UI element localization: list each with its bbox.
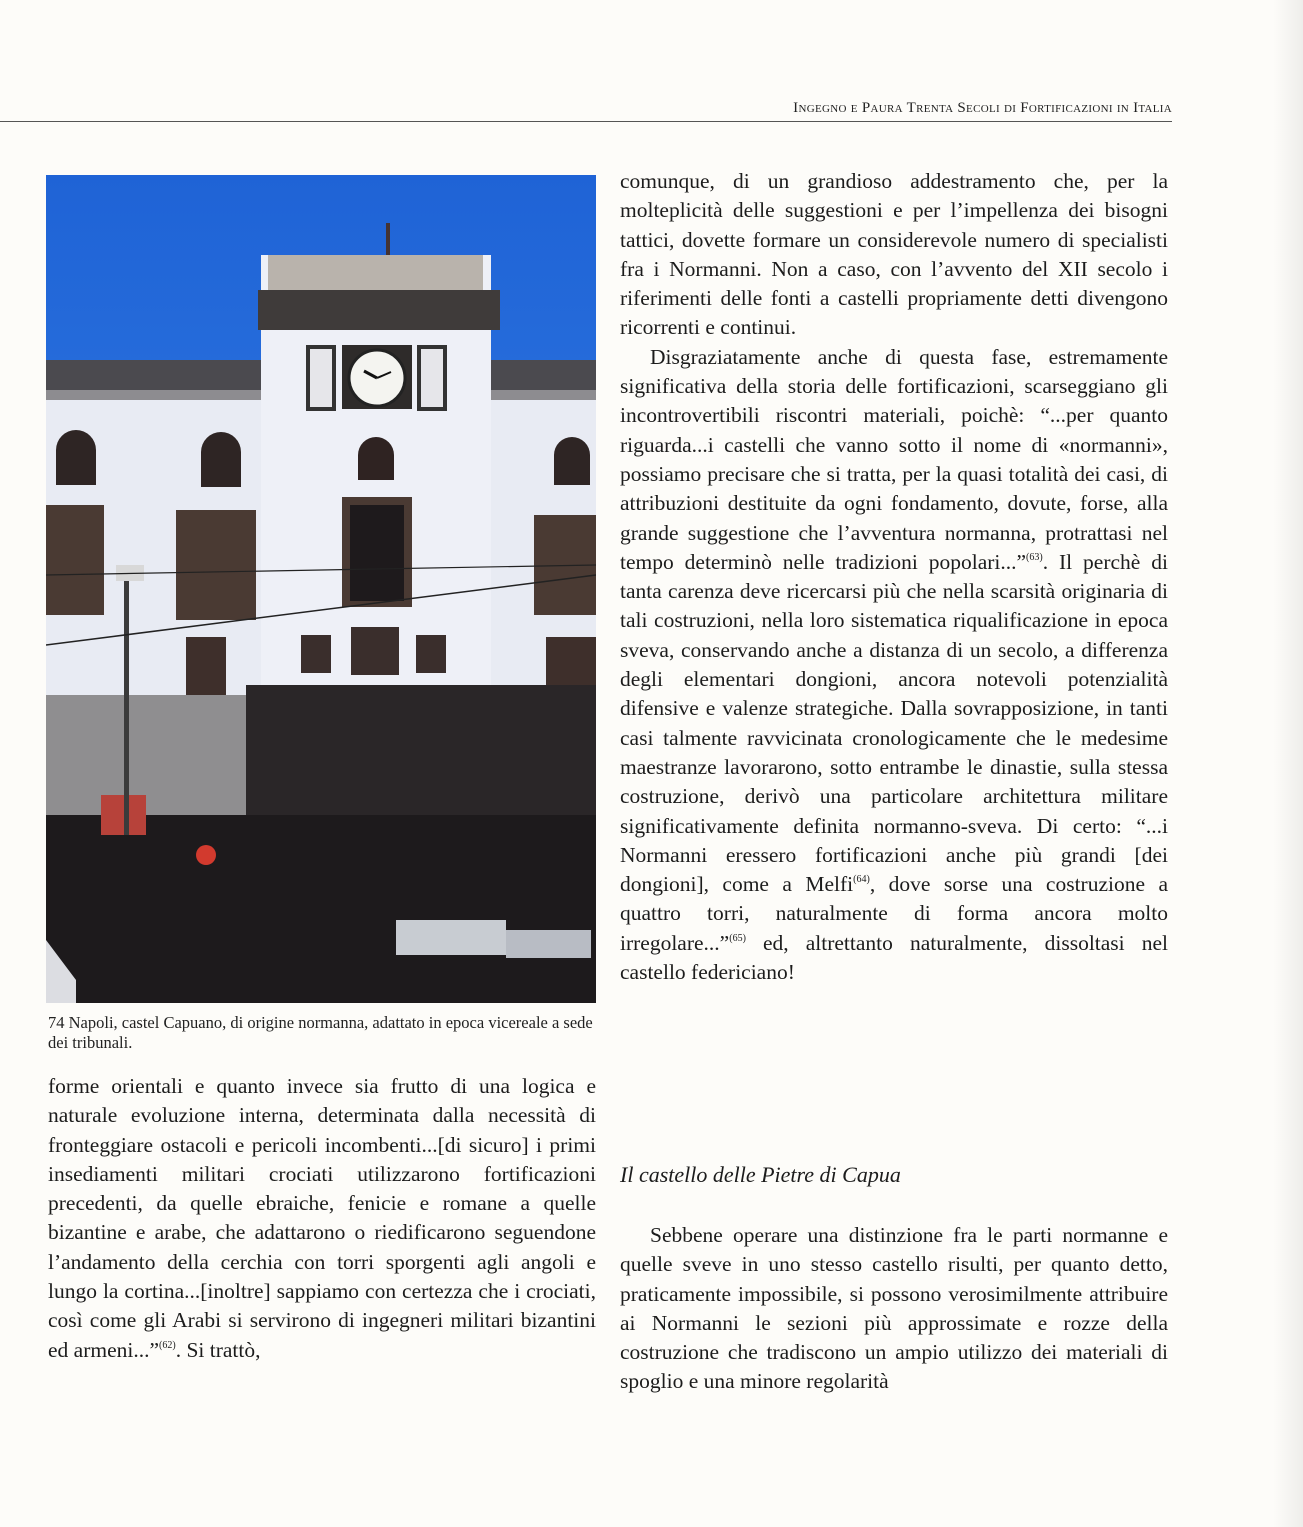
paragraph-1: comunque, di un grandioso addestramento che, per la molteplicità delle suggestioni e per l’impellenza dei bisogni tattici, dovette formare un considerevole numero di specialisti fra i Normanni. Non a caso, con l’avvento del XII secolo i riferimenti delle fonti a castelli propriamente detti divengono ricorrenti e continui.: [620, 169, 1168, 340]
section-heading: Il castello delle Pietre di Capua: [620, 1162, 901, 1187]
figure-caption: 74 Napoli, castel Capuano, di origine normanna, adattato in epoca vicereale a sede dei tribunali.: [48, 1013, 593, 1052]
paragraph-2-part-a: Disgraziatamente anche di questa fase, estremamente significativa della storia delle fortificazioni, scarseggiano gli incontrovertibili riscontri materiali, poichè: “...per quanto riguarda...i castelli che vanno sotto il nome di «normanni», possiamo precisare che si tratta, per la quasi totalità dei casi, di attribuzioni destituite da ogni fondamento, dovute, forse, alla grande suggestione che l’avventura normanna, protrattasi nel tempo determinò nelle tradizioni popolari...”: [620, 344, 1168, 574]
footnote-ref-63: (63): [1026, 551, 1043, 563]
footnote-ref-62: (62): [159, 1339, 176, 1351]
paragraph-2: [620, 343, 1168, 988]
running-header: Ingegno e Paura Trenta Secoli di Fortificazioni in Italia: [793, 100, 1172, 116]
left-column-text: [48, 1072, 596, 1365]
paragraph-2-part-d: ed, altrettanto naturalmente, dissoltasi nel castello federiciano!: [620, 930, 1168, 985]
header-rule: [0, 121, 1172, 122]
paragraph-2-part-c: , dove sorse una costruzione a quattro torri, naturalmente di forma ancora molto irregolare...”: [620, 872, 1168, 955]
left-paragraph: [48, 1072, 596, 1365]
left-text-tail: . Si trattò,: [175, 1337, 261, 1362]
paragraph-2-part-b: . Il perchè di tanta carenza deve ricercarsi più che nella scarsità originaria di tali costruzioni, nella loro sistematica riqualificazione in epoca sveva, conservando anche a distanza di un secolo, a differenza degli elementari dongioni, ancora notevoli potenzialità difensive e valenze strategiche. Dalla sovrapposizione, in tanti casi talmente ravvicinata cronologicamente che le medesime maestranze lavorarono, sotto entrambe le dinastie, sulla stessa costruzione, derivò una particolare architettura militare significativamente definita normanno-sveva. Di certo: “...i Normanni eressero fortificazioni anche più grandi [dei dongioni], come a Melfi: [620, 549, 1168, 897]
footnote-ref-65: (65): [729, 932, 746, 944]
page-edge-shadow: [1273, 0, 1303, 1527]
right-column-text: [620, 167, 1168, 987]
section-text: [620, 1221, 1168, 1397]
paragraph-3: Sebbene operare una distinzione fra le parti normanne e quelle sveve in uno stesso castello risulti, per quanto detto, praticamente impossibile, si possono verosimilmente attribuire ai Normanni le sezioni più approssimate e rozze della costruzione che tradiscono un ampio utilizzo dei materiali di spoglio e una minore regolarità: [620, 1223, 1168, 1394]
castel-capuano-photo: [46, 175, 596, 1003]
left-text: forme orientali e quanto invece sia frutto di una logica e naturale evoluzione interna, determinata dalla necessità di fronteggiare ostacoli e pericoli incombenti...[di sicuro] i primi insediamenti militari crociati utilizzarono fortificazioni precedenti, da quelle ebraiche, fenicie e romane a quelle bizantine e arabe, che adattarono o riedificarono seguendone l’andamento della cerchia con torri sporgenti agli angoli e lungo la cortina...[inoltre] sappiamo con certezza che i crociati, così come gli Arabi si servirono di ingegneri militari bizantini ed armeni...”: [48, 1074, 596, 1362]
footnote-ref-64: (64): [853, 874, 870, 886]
